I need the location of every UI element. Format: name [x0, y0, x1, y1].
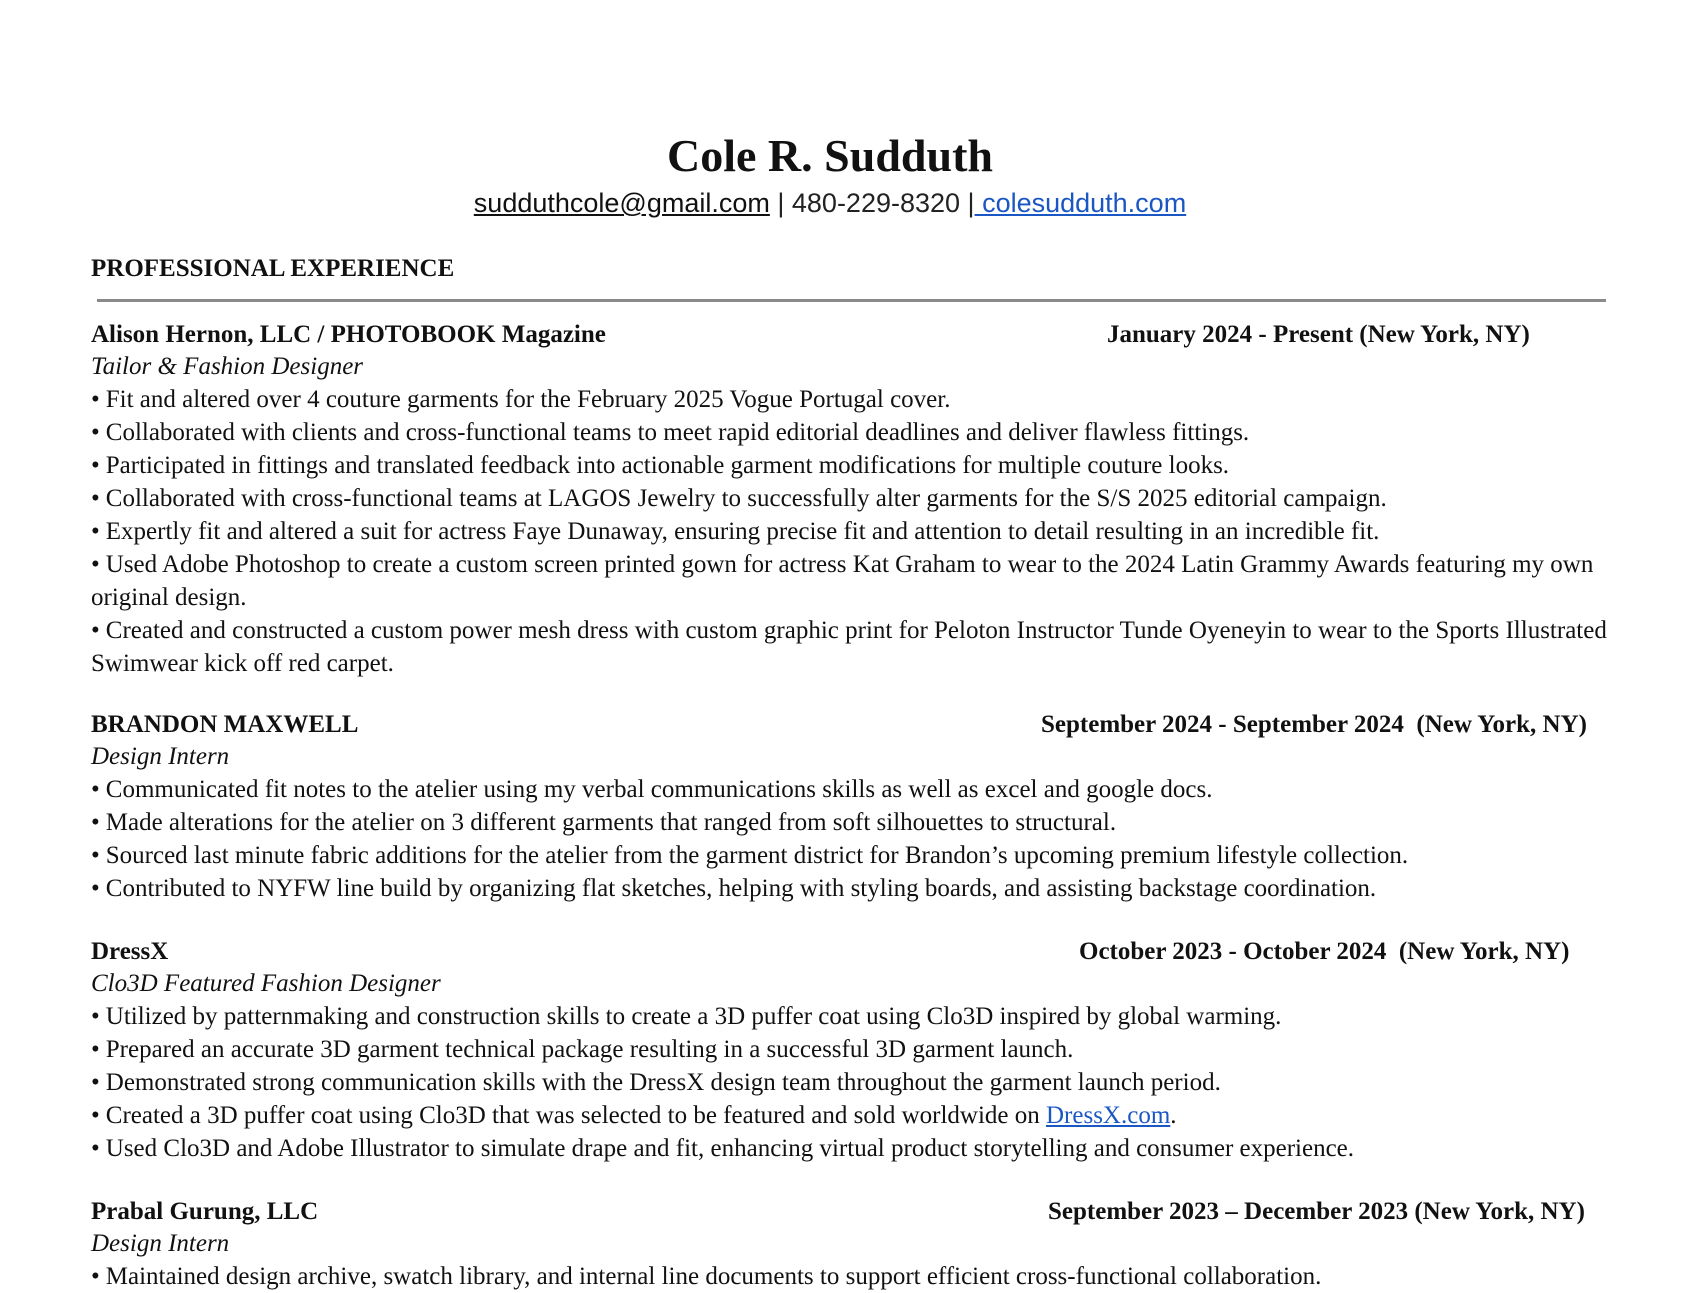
job-header [91, 708, 1611, 741]
list-item: • Communicated fit notes to the atelier using my verbal communications skills as well as excel and google docs. [91, 776, 1213, 803]
bullet-glyph: • [91, 809, 100, 836]
bullet-glyph: • [91, 386, 100, 413]
job-dates: September 2023 – December 2023 (New York, NY) [1048, 1198, 1585, 1225]
list-item: • Contributed to NYFW line build by organizing flat sketches, helping with styling boards, and assisting backstage coordination. [91, 875, 1377, 902]
list-item: • Made alterations for the atelier on 3 different garments that ranged from soft silhouettes to structural. [91, 809, 1117, 836]
list-item: • Used Clo3D and Adobe Illustrator to simulate drape and fit, enhancing virtual product storytelling and consumer experience. [91, 1135, 1355, 1162]
list-item: • Utilized by patternmaking and construction skills to create a 3D puffer coat using Clo3D inspired by global warming. [91, 1003, 1282, 1030]
job-role: Design Intern [91, 743, 230, 770]
company-name: DressX [91, 938, 169, 965]
job-entry [91, 318, 1611, 680]
list-item: • Expertly fit and altered a suit for actress Faye Dunaway, ensuring precise fit and attention to detail resulting in an incredible fit. [91, 518, 1380, 545]
job-header [91, 318, 1611, 351]
contact-line [0, 186, 1660, 220]
job-header [91, 1195, 1611, 1228]
company-name: Prabal Gurung, LLC [91, 1198, 319, 1225]
job-header [91, 935, 1611, 968]
section-title: PROFESSIONAL EXPERIENCE [91, 255, 455, 282]
bullet-glyph: • [91, 485, 100, 512]
company-name: BRANDON MAXWELL [91, 711, 359, 738]
job-entry [91, 708, 1611, 905]
job-dates: September 2024 - September 2024 (New York, NY) [1041, 711, 1587, 738]
list-item: • Created and constructed a custom power mesh dress with custom graphic print for Peloton Instructor Tunde Oyeneyin to wear to the Sports Illustrated Swimwear kick off red carpet. [91, 617, 1607, 677]
bullet-glyph: • [91, 518, 100, 545]
job-role: Clo3D Featured Fashion Designer [91, 970, 441, 997]
website-link[interactable]: colesudduth.com [974, 188, 1187, 218]
list-item: • Participated in fittings and translated feedback into actionable garment modifications for multiple couture looks. [91, 452, 1230, 479]
job-bullets [91, 1000, 1611, 1165]
list-item: • Sourced last minute fabric additions for the atelier from the garment district for Brandon’s upcoming premium lifestyle collection. [91, 842, 1409, 869]
contact-separator: | [960, 188, 975, 218]
list-item: • Prepared an accurate 3D garment technical package resulting in a successful 3D garment launch. [91, 1036, 1074, 1063]
job-role: Design Intern [91, 1230, 230, 1257]
job-bullets [91, 773, 1611, 905]
list-item: • Maintained design archive, swatch library, and internal line documents to support efficient cross-functional collaboration. [91, 1263, 1322, 1290]
bullet-glyph: • [91, 551, 100, 578]
bullet-glyph: • [91, 617, 100, 644]
email-link[interactable]: sudduthcole@gmail.com [473, 188, 770, 218]
candidate-name: Cole R. Sudduth [667, 130, 993, 181]
job-entry [91, 1195, 1611, 1293]
job-bullets [91, 1260, 1611, 1293]
list-item: • Used Adobe Photoshop to create a custom screen printed gown for actress Kat Graham to wear to the 2024 Latin Grammy Awards featuring my own original design. [91, 551, 1594, 611]
list-item: • Collaborated with clients and cross-functional teams to meet rapid editorial deadlines and deliver flawless fittings. [91, 419, 1250, 446]
bullet-glyph: • [91, 452, 100, 479]
bullet-glyph: • [91, 1102, 100, 1129]
list-item: • Fit and altered over 4 couture garments for the February 2025 Vogue Portugal cover. [91, 386, 951, 413]
job-role: Tailor & Fashion Designer [91, 353, 364, 380]
dressx-link[interactable]: DressX.com [1046, 1102, 1171, 1129]
list-item: • Collaborated with cross-functional teams at LAGOS Jewelry to successfully alter garments for the S/S 2025 editorial campaign. [91, 485, 1387, 512]
bullet-glyph: • [91, 419, 100, 446]
bullet-glyph: • [91, 1036, 100, 1063]
list-item: • Demonstrated strong communication skills with the DressX design team throughout the garment launch period. [91, 1069, 1221, 1096]
job-entry [91, 935, 1611, 1165]
job-dates: January 2024 - Present (New York, NY) [1107, 321, 1530, 348]
bullet-glyph: • [91, 875, 100, 902]
bullet-glyph: • [91, 1263, 100, 1290]
bullet-glyph: • [91, 1135, 100, 1162]
phone-number: 480-229-8320 [791, 188, 961, 218]
company-name: Alison Hernon, LLC / PHOTOBOOK Magazine [91, 321, 606, 348]
list-item: • Created a 3D puffer coat using Clo3D that was selected to be featured and sold worldwide on DressX.com. [91, 1102, 1177, 1129]
bullet-glyph: • [91, 842, 100, 869]
section-divider [97, 299, 1606, 302]
job-dates: October 2023 - October 2024 (New York, NY) [1079, 938, 1570, 965]
bullet-glyph: • [91, 1003, 100, 1030]
job-bullets [91, 383, 1611, 680]
bullet-glyph: • [91, 776, 100, 803]
bullet-glyph: • [91, 1069, 100, 1096]
contact-separator: | [769, 188, 792, 218]
